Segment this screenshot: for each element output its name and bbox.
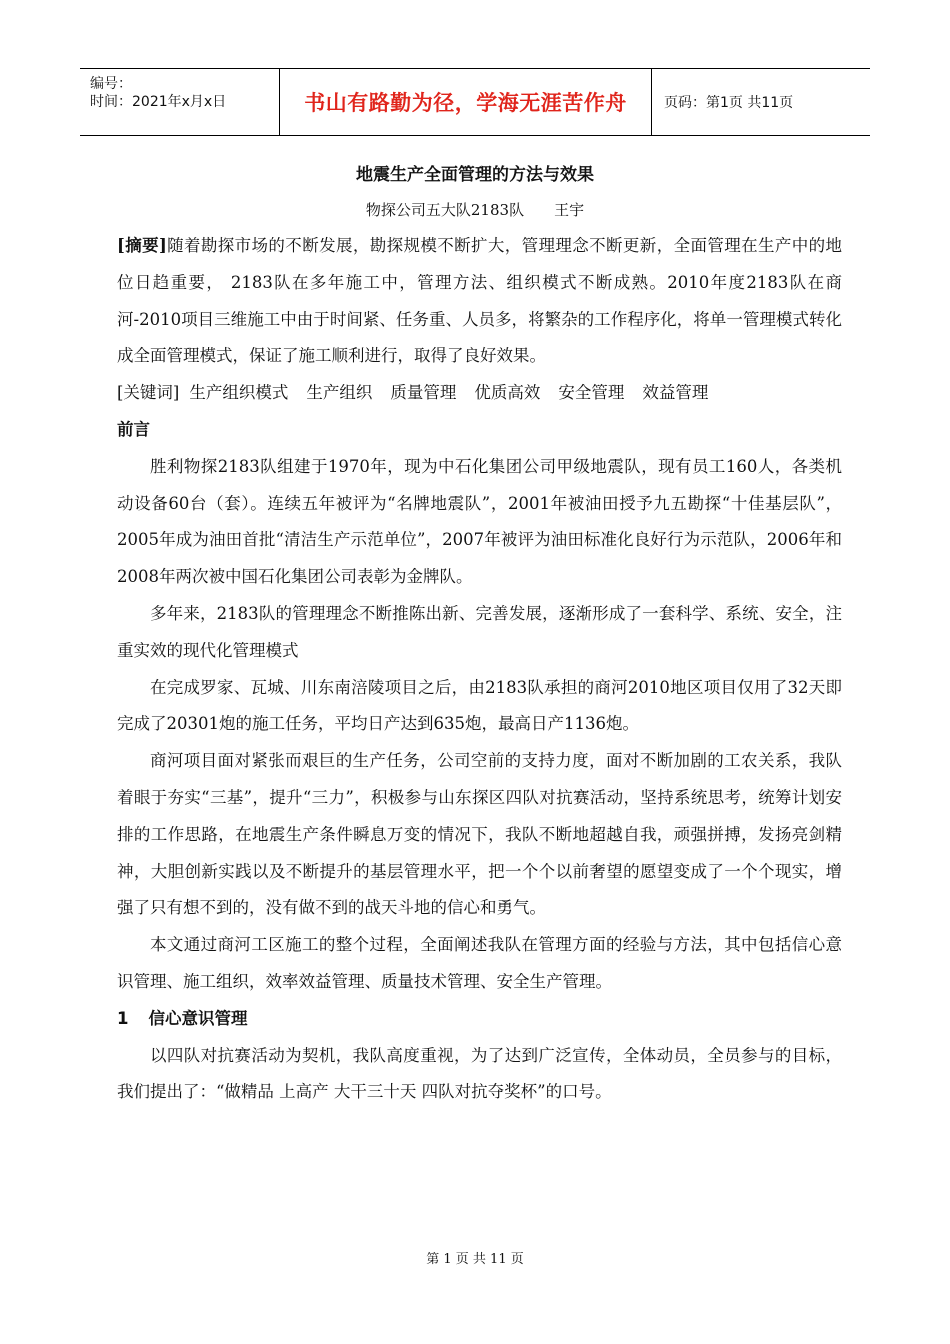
abstract-text: 随着勘探市场的不断发展，勘探规模不断扩大，管理理念不断更新，全面管理在生产中的地位日趋重要， 2183队在多年施工中，管理方法、组织模式不断成熟。2010年度2183队在商河-2010项目三维施工中由于时间紧、任务重、人员多，将繁杂的工作程序化，将单一管理模式转化成全面管理模式，保证了施工顺利进行，取得了良好效果。 — [117, 236, 842, 366]
document-body — [117, 228, 842, 1111]
header-motto: 书山有路勤为径，学海无涯苦作舟 — [304, 91, 627, 115]
author-name: 王宇 — [554, 201, 585, 219]
keyword: 生产组织 — [306, 383, 373, 403]
paragraph: 在完成罗家、瓦城、川东南涪陵项目之后，由2183队承担的商河2010地区项目仅用了32天即完成了20301炮的施工任务，平均日产达到635炮，最高日产1136炮。 — [117, 677, 842, 734]
paragraph: 多年来，2183队的管理理念不断推陈出新、完善发展，逐渐形成了一套科学、系统、安全，注重实效的现代化管理模式 — [117, 603, 842, 660]
paragraph: 商河项目面对紧张而艰巨的生产任务，公司空前的支持力度，面对不断加剧的工农关系，我队着眼于夯实“三基”，提升“三力”，积极参与山东探区四队对抗赛活动，坚持系统思考，统筹计划安排的工作思路，在地震生产条件瞬息万变的情况下，我队不断地超越自我，顽强拼搏，发扬亮剑精神，大胆创新实践以及不断提升的基层管理水平，把一个个以前奢望的愿望变成了一个个现实，增强了只有想不到的，没有做不到的战天斗地的信心和勇气。 — [117, 751, 842, 918]
keyword: 效益管理 — [642, 383, 709, 403]
header-meta — [80, 69, 280, 135]
page-header — [80, 68, 870, 136]
page-footer: 第 1 页 共 11 页 — [426, 1252, 524, 1267]
paragraph: 以四队对抗赛活动为契机，我队高度重视，为了达到广泛宣传，全体动员，全员参与的目标，我们提出了：“做精品 上高产 大干三十天 四队对抗夺奖杯”的口号。 — [117, 1045, 842, 1102]
paragraph: 本文通过商河工区施工的整个过程，全面阐述我队在管理方面的经验与方法，其中包括信心意识管理、施工组织，效率效益管理、质量技术管理、安全生产管理。 — [117, 935, 842, 991]
keyword: 优质高效 — [474, 383, 541, 403]
author-unit: 物探公司五大队2183队 — [365, 201, 525, 219]
header-motto-cell — [280, 69, 652, 135]
abstract — [117, 228, 842, 375]
document-title: 地震生产全面管理的方法与效果 — [356, 165, 594, 185]
keywords-label: [关键词] — [117, 383, 180, 403]
preface-heading: 前言 — [117, 419, 150, 439]
section-number: 1 — [117, 1008, 129, 1028]
section-heading — [117, 1001, 842, 1038]
keyword: 质量管理 — [390, 383, 457, 403]
keyword: 生产组织模式 — [189, 383, 289, 403]
header-page-info: 页码：第1页 共11页 — [664, 95, 794, 111]
abstract-label: [摘要] — [117, 236, 167, 255]
section-title: 信心意识管理 — [148, 1008, 248, 1028]
time-label: 时间：2021年x月x日 — [90, 94, 227, 110]
keyword: 安全管理 — [558, 383, 625, 403]
paragraph: 胜利物探2183队组建于1970年，现为中石化集团公司甲级地震队，现有员工160人，各类机动设备60台（套）。连续五年被评为“名牌地震队”，2001年被油田授予九五勘探“十佳基层队”，2005年成为油田首批“清洁生产示范单位”，2007年被评为油田标准化良好行为示范队，2006年和2008年两次被中国石化集团公司表彰为金牌队。 — [117, 456, 842, 587]
keywords — [117, 375, 842, 412]
code-label: 编号： — [90, 76, 132, 92]
author-line — [0, 199, 950, 220]
